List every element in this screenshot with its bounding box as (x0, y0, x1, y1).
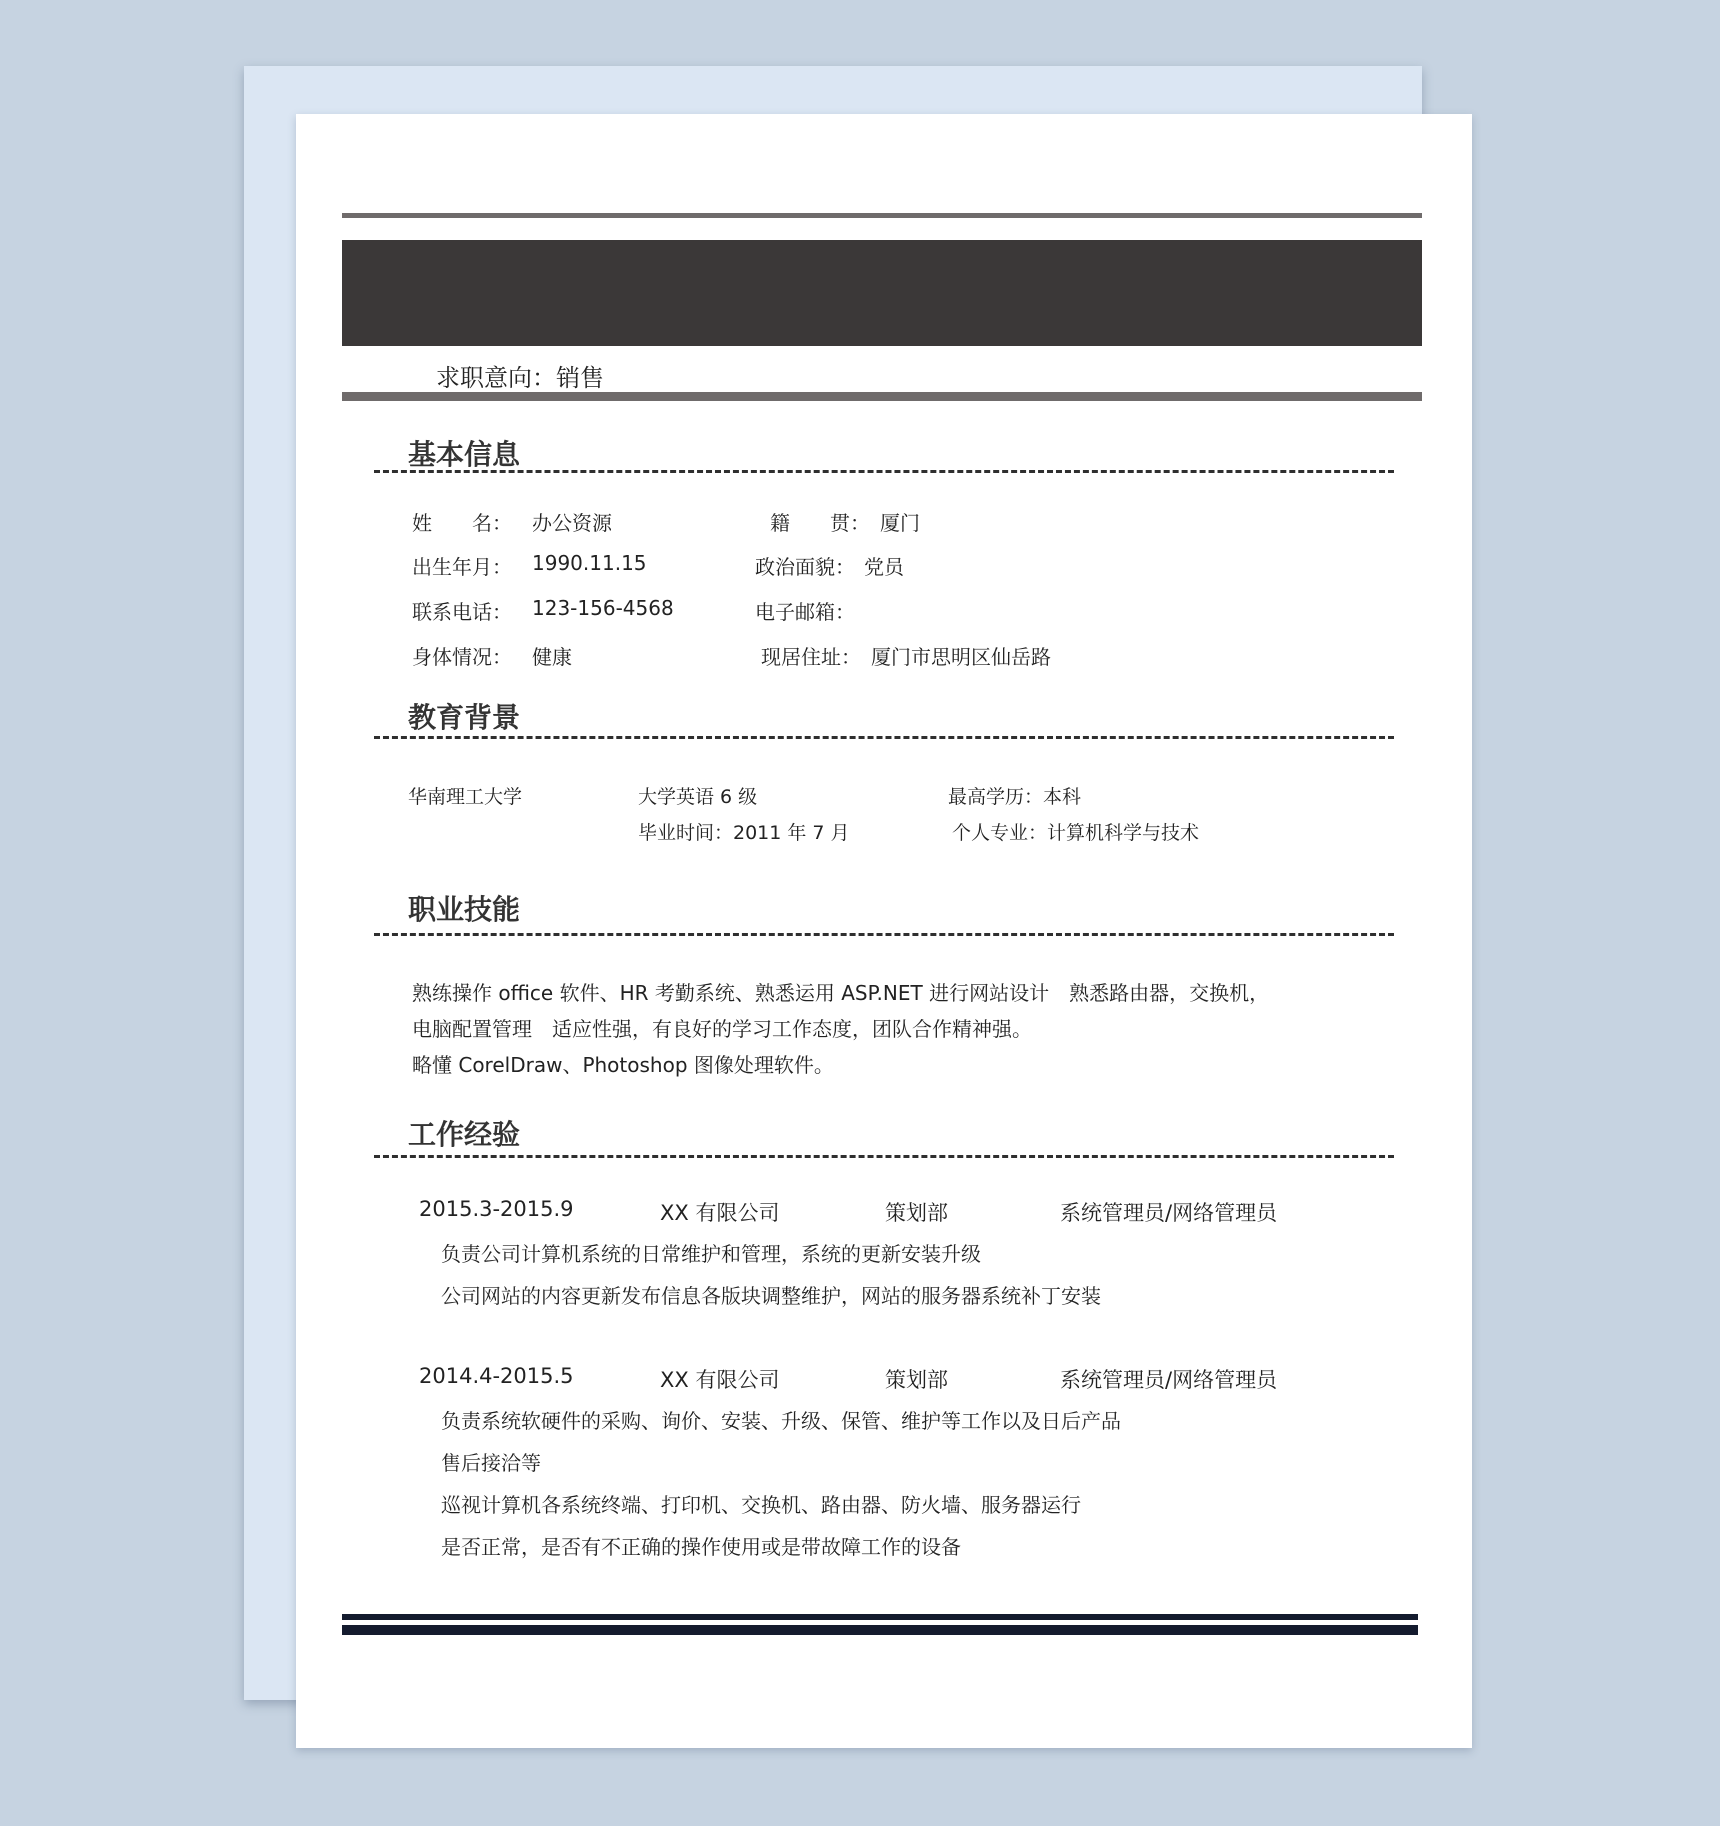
birthplace-value: 厦门 (880, 511, 920, 535)
job1-duty-2: 公司网站的内容更新发布信息各版块调整维护，网站的服务器系统补丁安装 (441, 1284, 1101, 1308)
politics-value: 党员 (864, 555, 904, 579)
birth-label: 出生年月： (412, 555, 512, 579)
phone-value: 123-156-4568 (532, 596, 674, 620)
section-title-skills: 职业技能 (408, 893, 521, 926)
edu-school: 华南理工大学 (408, 786, 523, 808)
job1-period: 2015.3-2015.9 (419, 1197, 574, 1221)
section-divider-skills (374, 933, 1394, 936)
job-intent (436, 358, 604, 393)
edu-graduation: 毕业时间：2011 年 7 月 (638, 822, 850, 844)
job2-duty-1: 负责系统软硬件的采购、询价、安装、升级、保管、维护等工作以及日后产品 (441, 1409, 1121, 1433)
job2-department: 策划部 (885, 1368, 948, 1392)
footer-rule-thin (342, 1614, 1418, 1620)
skills-line-1: 熟练操作 office 软件、HR 考勤系统、熟悉运用 ASP.NET 进行网站设计 熟悉路由器，交换机， (412, 981, 1270, 1005)
name-label: 姓 名： (412, 511, 512, 535)
job1-company: XX 有限公司 (660, 1201, 780, 1225)
resume-page (296, 114, 1472, 1748)
section-divider-basic (374, 470, 1394, 473)
edu-english: 大学英语 6 级 (638, 786, 758, 808)
section-divider-work (374, 1155, 1394, 1158)
job1-duty-1: 负责公司计算机系统的日常维护和管理，系统的更新安装升级 (441, 1242, 981, 1266)
section-title-basic: 基本信息 (408, 438, 521, 471)
job1-position: 系统管理员/网络管理员 (1060, 1201, 1278, 1225)
politics-label: 政治面貌： (755, 555, 855, 579)
job2-duty-3: 巡视计算机各系统终端、打印机、交换机、路由器、防火墙、服务器运行 (441, 1493, 1081, 1517)
job-intent-value: 销售 (556, 364, 604, 392)
section-title-education: 教育背景 (408, 701, 521, 734)
footer-rule-thick (342, 1625, 1418, 1635)
skills-line-3: 略懂 CorelDraw、Photoshop 图像处理软件。 (412, 1053, 834, 1077)
job2-duty-4: 是否正常，是否有不正确的操作使用或是带故障工作的设备 (441, 1535, 961, 1559)
phone-label: 联系电话： (412, 600, 512, 624)
job2-position: 系统管理员/网络管理员 (1060, 1368, 1278, 1392)
birthplace-label: 籍 贯： (770, 511, 870, 535)
name-banner (342, 240, 1422, 346)
birth-value: 1990.11.15 (532, 551, 647, 575)
edu-major: 个人专业：计算机科学与技术 (952, 822, 1200, 844)
job-intent-label: 求职意向： (436, 364, 556, 392)
address-label: 现居住址： (761, 645, 861, 669)
health-value: 健康 (532, 645, 572, 669)
skills-line-2: 电脑配置管理 适应性强，有良好的学习工作态度，团队合作精神强。 (412, 1017, 1032, 1041)
section-title-work: 工作经验 (408, 1118, 521, 1151)
job2-duty-2: 售后接洽等 (441, 1451, 541, 1475)
health-label: 身体情况： (412, 645, 512, 669)
name-value: 办公资源 (532, 511, 612, 535)
job2-period: 2014.4-2015.5 (419, 1364, 574, 1388)
top-rule (342, 213, 1422, 218)
job1-department: 策划部 (885, 1201, 948, 1225)
email-label: 电子邮箱： (755, 600, 855, 624)
job2-company: XX 有限公司 (660, 1368, 780, 1392)
edu-degree: 最高学历：本科 (948, 786, 1082, 808)
address-value: 厦门市思明区仙岳路 (871, 645, 1051, 669)
section-divider-education (374, 736, 1394, 739)
header-bottom-rule (342, 392, 1422, 401)
